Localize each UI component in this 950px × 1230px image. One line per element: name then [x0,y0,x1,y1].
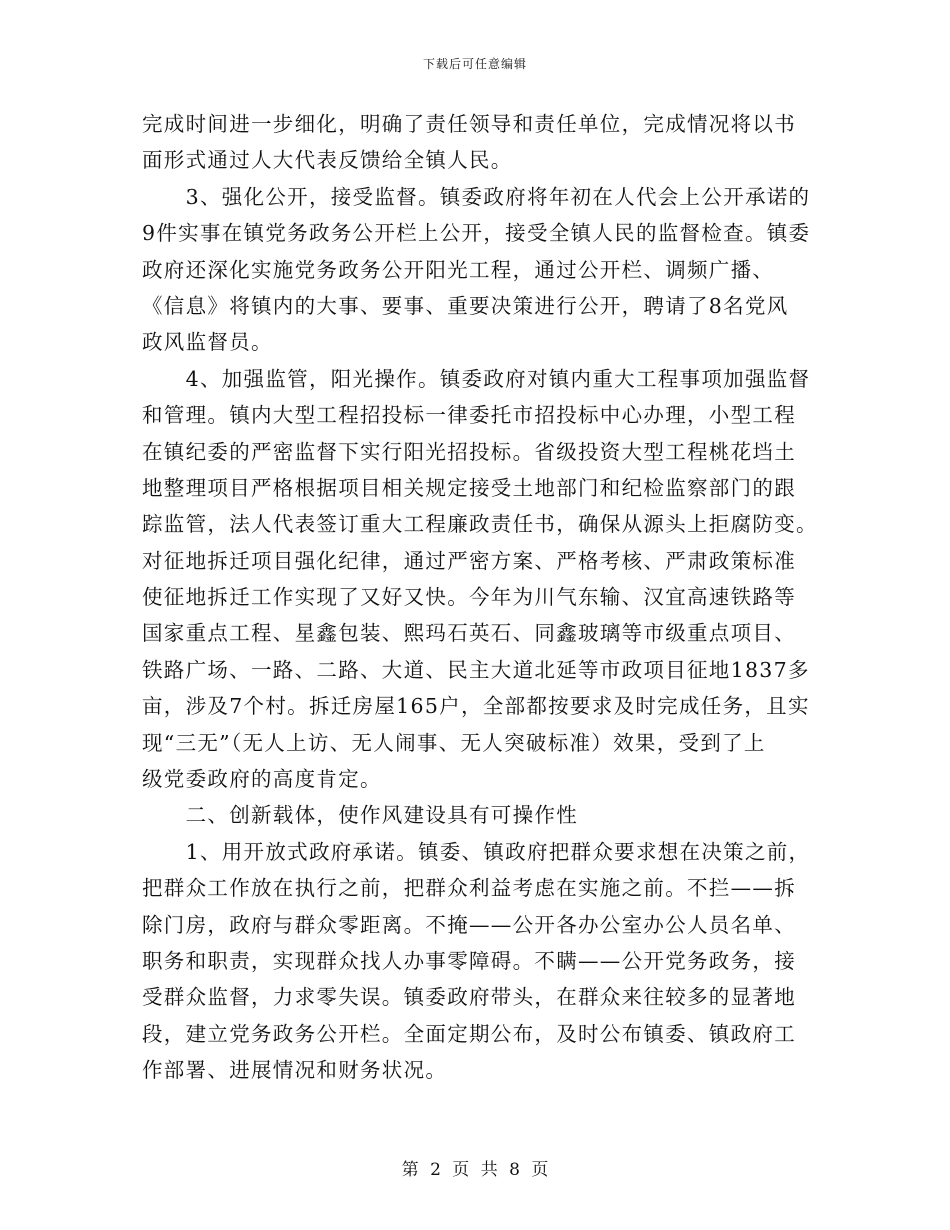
text-line: 完成时间进一步细化，明确了责任领导和责任单位，完成情况将以书 [142,112,796,136]
text-line: 把群众工作放在执行之前，把群众利益考虑在实施之前。不拦——拆 [142,876,796,901]
text-line: 地整理项目严格根据项目相关规定接受土地部门和纪检监察部门的跟 [142,475,796,500]
text-line: 在镇纪委的严密监督下实行阳光招投标。省级投资大型工程桃花垱土 [142,439,796,464]
text-line: 政府还深化实施党务政务公开阳光工程，通过公开栏、调频广播、 [142,257,775,282]
page-header: 下载后可任意编辑 [422,57,527,71]
text-line: 9件实事在镇党务政务公开栏上公开，接受全镇人民的监督检查。镇委 [142,221,811,246]
text-line: 面形式通过人大代表反馈给全镇人民。 [142,148,513,173]
document-body [142,106,817,1089]
page-footer: 第 2 页 共 8 页 [401,1160,549,1180]
text-line: 对征地拆迁项目强化纪律，通过严密方案、严格考核、严肃政策标准 [142,548,796,573]
text-line: 政风监督员。 [142,330,273,355]
text-line: 亩，涉及7个村。拆迁房屋165户，全部都按要求及时完成任务，且实 [142,694,810,719]
text-line: 职务和职责，实现群众找人办事零障碍。不瞒——公开党务政务，接 [142,948,796,973]
text-line: 国家重点工程、星鑫包装、熙玛石英石、同鑫玻璃等市级重点项目、 [142,621,796,646]
text-line: 4、加强监管，阳光操作。镇委政府对镇内重大工程事项加强监督 [142,366,811,391]
text-line: 1、用开放式政府承诺。镇委、镇政府把群众要求想在决策之前， [142,839,811,864]
text-line: 除门房，政府与群众零距离。不掩——公开各办公室办公人员名单、 [142,912,796,937]
text-line: 级党委政府的高度肯定。 [142,767,382,792]
text-line: 《信息》将镇内的大事、要事、重要决策进行公开，聘请了8名党风 [142,293,789,318]
text-line: 铁路广场、一路、二路、大道、民主大道北延等市政项目征地1837多 [142,657,810,682]
section-heading: 二、创新载体，使作风建设具有可操作性 [142,803,578,828]
text-line: 段，建立党务政务公开栏。全面定期公布，及时公布镇委、镇政府工 [142,1021,796,1046]
text-line: 现“三无”（无人上访、无人闹事、无人突破标准）效果，受到了上 [142,730,766,755]
text-line: 作部署、进展情况和财务状况。 [142,1058,448,1083]
text-line: 受群众监督，力求零失误。镇委政府带头，在群众来往较多的显著地 [142,985,796,1010]
text-line: 踪监管，法人代表签订重大工程廉政责任书，确保从源头上拒腐防变。 [142,512,818,537]
text-line: 使征地拆迁工作实现了又好又快。今年为川气东输、汉宜高速铁路等 [142,585,796,610]
text-line: 3、强化公开，接受监督。镇委政府将年初在人代会上公开承诺的 [142,184,811,209]
text-line: 和管理。镇内大型工程招投标一律委托市招投标中心办理，小型工程 [142,403,796,428]
